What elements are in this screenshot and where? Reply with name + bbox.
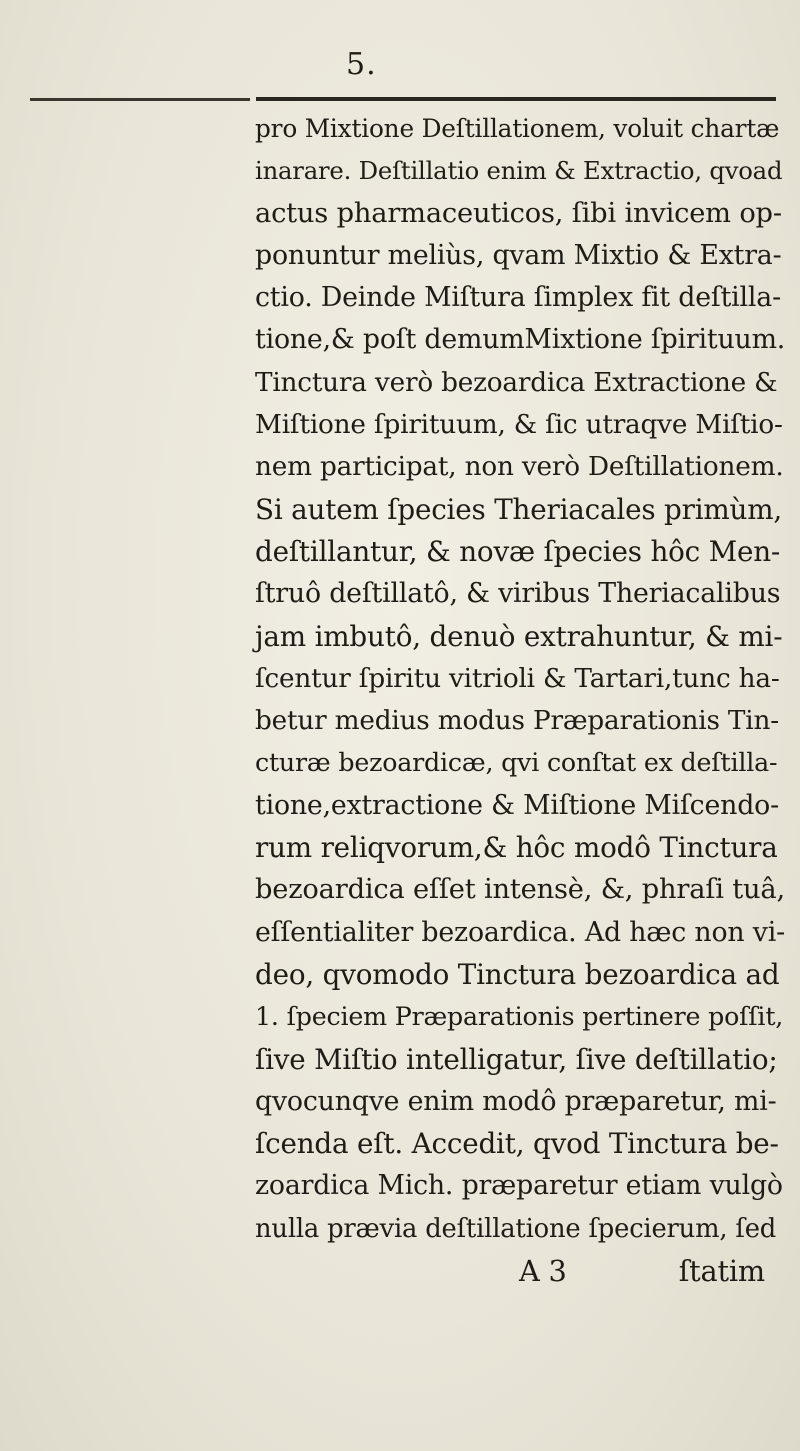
signature-line xyxy=(255,1250,785,1292)
text-line: Miſtione ſpirituum, & ſic utraqve Miſtio- xyxy=(255,410,783,441)
text-line: actus pharmaceuticos, ſibi invicem op- xyxy=(255,197,782,229)
text-line: inarare. Deſtillatio enim & Extractio, qvoad xyxy=(255,156,783,186)
text-line: nulla prævia deſtillatione ſpecierum, ſed xyxy=(255,1213,777,1244)
text-line: rum reliqvorum,& hôc modô Tinctura xyxy=(255,831,778,865)
text-line: eſſentialiter bezoardica. Ad hæc non vi- xyxy=(255,916,785,948)
text-line: bezoardica eſſet intensè, &, phraſi tuâ, xyxy=(255,874,785,906)
text-line: qvocunqve enim modô præparetur, mi- xyxy=(255,1085,777,1117)
page-number: 5. xyxy=(346,47,377,82)
text-line: tione,& poſt demumMixtione ſpirituum. xyxy=(255,324,786,356)
catchword: ſtatim xyxy=(678,1254,765,1289)
text-line: cturæ bezoardicæ, qvi conſtat ex deſtilla- xyxy=(255,748,778,778)
text-line: ponuntur meliùs, qvam Mixtio & Extra- xyxy=(255,239,782,271)
text-line: jam imbutô, denuò extrahuntur, & mi- xyxy=(255,619,783,653)
text-line: deo, qvomodo Tinctura bezoardica ad xyxy=(255,957,780,991)
header-rule xyxy=(256,97,776,101)
header-rule-left xyxy=(30,98,250,101)
text-line: ſive Miſtio intelligatur, ſive deſtillatio; xyxy=(255,1042,778,1076)
text-line: 1. ſpeciem Præparationis pertinere poſſit, xyxy=(255,1002,784,1032)
text-line: Tinctura verò bezoardica Extractione & xyxy=(255,367,778,398)
text-line: nem participat, non verò Deſtillationem. xyxy=(255,452,784,483)
text-line: betur medius modus Præparationis Tin- xyxy=(255,706,779,737)
body-text xyxy=(255,108,785,1292)
text-line: ſtruô deſtillatô, & viribus Theriacalibus xyxy=(255,578,781,610)
signature-mark: A 3 xyxy=(519,1254,567,1289)
text-line: Si autem ſpecies Theriacales primùm, xyxy=(255,492,783,526)
text-line: zoardica Mich. præparetur etiam vulgò xyxy=(255,1170,783,1202)
text-line: pro Mixtione Deſtillationem, voluit chartæ xyxy=(255,114,780,143)
text-line: ctio. Deinde Miſtura ſimplex fit deſtilla- xyxy=(255,282,781,314)
text-line: tione,extractione & Miſtione Miſcendo- xyxy=(255,789,779,821)
text-line: ſcentur ſpiritu vitrioli & Tartari,tunc ha- xyxy=(255,663,780,694)
text-line: ſcenda eſt. Accedit, qvod Tinctura be- xyxy=(255,1127,779,1161)
text-line: deſtillantur, & novæ ſpecies hôc Men- xyxy=(255,534,781,568)
